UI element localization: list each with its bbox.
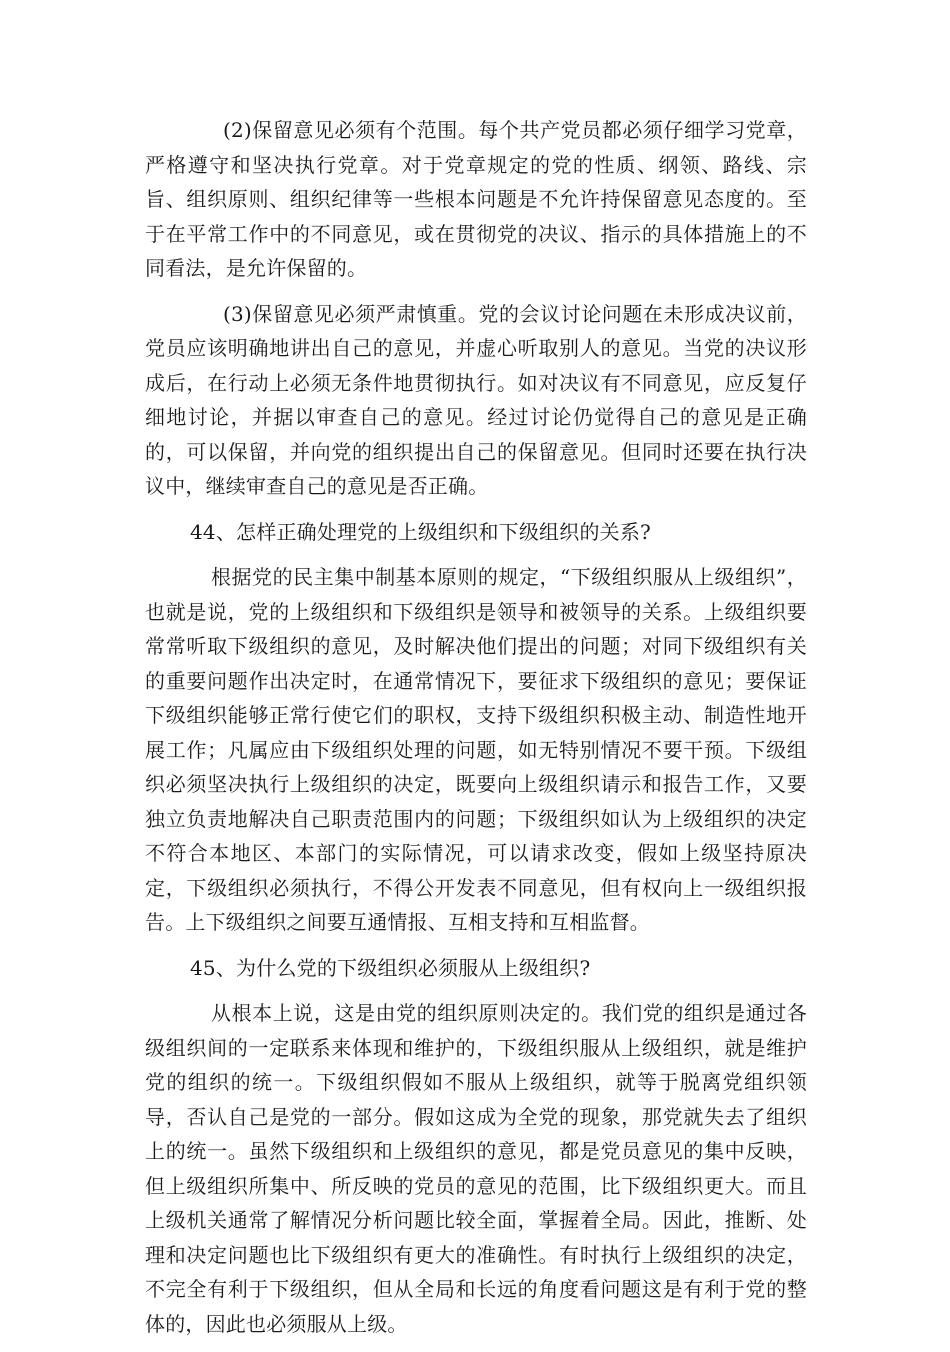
paragraph-reserve-scope: (2)保留意见必须有个范围。每个共产党员都必须仔细学习党章，严格遵守和坚决执行党章。对于党章规定的党的性质、纲领、路线、宗旨、组织原则、组织纪律等一些根本问题是不允许持保留意见态度的。至于在平常工作中的不同意见，或在贯彻党的决议、指示的具体措施上的不同看法，是允许保留的。 [145,118,807,280]
paragraph-answer-45: 从根本上说，这是由党的组织原则决定的。我们党的组织是通过各级组织间的一定联系来体现和维护的，下级组织服从上级组织，就是维护党的组织的统一。下级组织假如不服从上级组织，就等于脱离党组织领导，否认自己是党的一部分。假如这成为全党的现象，那党就失去了组织上的统一。虽然下级组织和上级组织的意见，都是党员意见的集中反映，但上级组织所集中、所反映的党员的意见的范围，比下级组织更大。而且上级机关通常了解情况分析问题比较全面，掌握着全局。因此，推断、处理和决定问题也比下级组织有更大的准确性。有时执行上级组织的决定，不完全有利于下级组织，但从全局和长远的角度看问题这是有利于党的整体的，因此也必须服从上级。 [145,1001,807,1336]
paragraph-reserve-serious: (3)保留意见必须严肃慎重。党的会议讨论问题在未形成决议前，党员应该明确地讲出自己的意见，并虚心听取别人的意见。当党的决议形成后，在行动上必须无条件地贯彻执行。如对决议有不同意见，应反复仔细地讨论，并据以审查自己的意见。经过讨论仍觉得自己的意见是正确的，可以保留，并向党的组织提出自己的保留意见。但同时还要在执行决议中，继续审查自己的意见是否正确。 [145,301,807,498]
question-heading-44: 44、怎样正确处理党的上级组织和下级组织的关系? [190,519,651,544]
paragraph-answer-44: 根据党的民主集中制基本原则的规定，“下级组织服从上级组织”，也就是说，党的上级组织和下级组织是领导和被领导的关系。上级组织要常常听取下级组织的意见，及时解决他们提出的问题；对同下级组织有关的重要问题作出决定时，在通常情况下，要征求下级组织的意见；要保证下级组织能够正常行使它们的职权，支持下级组织积极主动、制造性地开展工作；凡属应由下级组织处理的问题，如无特别情况不要干预。下级组织必须坚决执行上级组织的决定，既要向上级组织请示和报告工作，又要独立负责地解决自己职责范围内的问题；下级组织如认为上级组织的决定不符合本地区、本部门的实际情况，可以请求改变，假如上级坚持原决定，下级组织必须执行，不得公开发表不同意见，但有权向上一级组织报告。上下级组织之间要互通情报、互相支持和互相监督。 [145,565,807,934]
question-heading-45: 45、为什么党的下级组织必须服从上级组织? [190,955,591,980]
document-page [145,113,807,1352]
